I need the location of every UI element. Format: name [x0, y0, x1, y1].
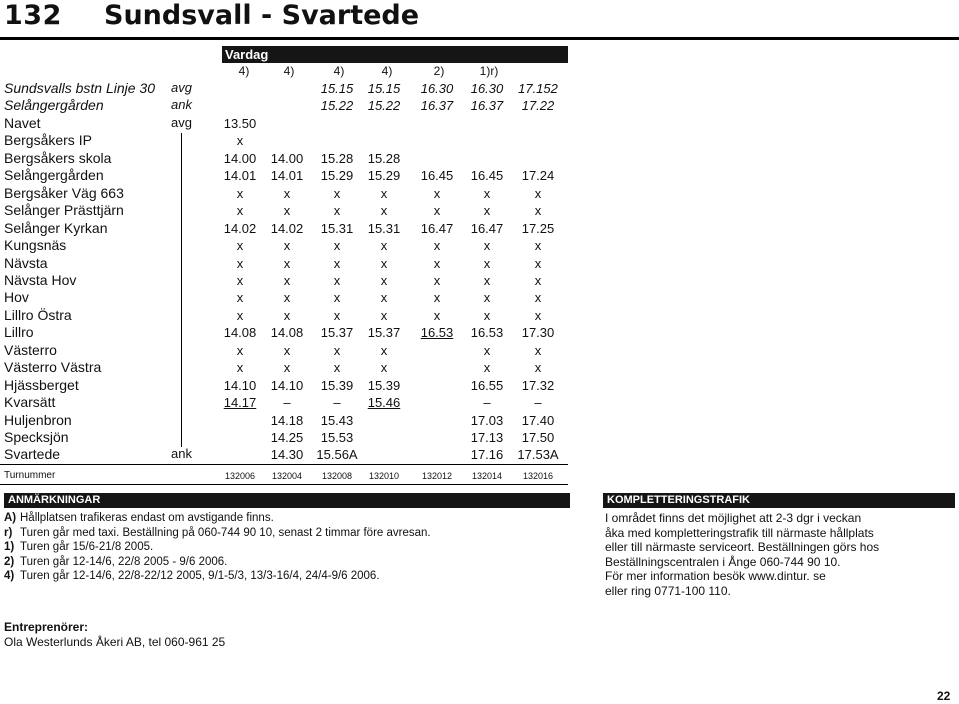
remark-item: [4, 541, 153, 553]
time-cell: 17.03: [470, 413, 504, 428]
stop-mark: avg: [171, 115, 192, 130]
time-cell: 15.31: [367, 221, 401, 236]
bracket-line: [181, 133, 182, 447]
stop-name: Bergsåkers IP: [4, 132, 92, 148]
stop-name: Selånger Prästtjärn: [4, 202, 124, 218]
time-cell: 15.37: [320, 325, 354, 340]
page-number: 22: [937, 689, 951, 703]
time-cell: 16.37: [470, 98, 504, 113]
stop-mark: ank: [171, 446, 192, 461]
time-cell: 15.29: [320, 168, 354, 183]
time-cell: –: [283, 395, 291, 410]
time-cell: 17.16: [470, 447, 504, 462]
stop-mark: avg: [171, 80, 192, 95]
turn-number: 132016: [522, 471, 554, 481]
time-cell: x: [283, 360, 291, 375]
time-cell: x: [380, 360, 388, 375]
time-cell: 14.30: [270, 447, 304, 462]
time-cell: x: [380, 343, 388, 358]
stop-name: Selånger Kyrkan: [4, 220, 108, 236]
time-cell: x: [283, 290, 291, 305]
turn-number: 132008: [321, 471, 353, 481]
time-cell: x: [283, 186, 291, 201]
remark-text: Turen går med taxi. Beställning på 060-744 90 10, senast 2 timmar före avresan.: [20, 526, 431, 539]
stop-name: Kungsnäs: [4, 237, 67, 253]
remark-key: 1): [4, 541, 15, 553]
time-cell: 17.30: [521, 325, 555, 340]
time-cell: 17.24: [521, 168, 555, 183]
time-cell: x: [283, 203, 291, 218]
time-cell: x: [236, 290, 244, 305]
remark-key: 2): [4, 555, 15, 568]
stop-name: Hov: [4, 289, 29, 305]
time-cell: x: [433, 290, 441, 305]
time-cell: 15.31: [320, 221, 354, 236]
time-cell: x: [236, 343, 244, 358]
stop-name: Specksjön: [4, 429, 69, 445]
time-cell: 16.30: [420, 81, 454, 96]
time-cell: x: [283, 256, 291, 271]
column-note: 4): [333, 64, 345, 78]
time-cell: x: [534, 238, 542, 253]
time-cell: 15.15: [320, 81, 354, 96]
time-cell: 16.30: [470, 81, 504, 96]
time-cell: x: [380, 238, 388, 253]
time-cell: 14.10: [223, 378, 257, 393]
komplettering-line: I området finns det möjlighet att 2-3 dgr i veckan: [605, 511, 862, 525]
time-cell: 15.46: [367, 395, 401, 410]
stop-name: Hjässberget: [4, 377, 79, 393]
time-cell: 15.43: [320, 413, 354, 428]
time-cell: x: [380, 256, 388, 271]
time-cell: x: [283, 273, 291, 288]
time-cell: x: [483, 186, 491, 201]
time-cell: 15.39: [367, 378, 401, 393]
time-cell: –: [333, 395, 341, 410]
time-cell: 15.28: [367, 151, 401, 166]
time-cell: x: [236, 238, 244, 253]
timetable-bottom-rule: [0, 464, 568, 465]
time-cell: 14.10: [270, 378, 304, 393]
remark-item: [4, 556, 227, 568]
time-cell: 16.37: [420, 98, 454, 113]
column-notes: [223, 64, 568, 79]
time-cell: x: [236, 360, 244, 375]
time-cell: 15.39: [320, 378, 354, 393]
time-cell: 14.01: [270, 168, 304, 183]
time-cell: x: [433, 273, 441, 288]
time-cell: 17.22: [521, 98, 555, 113]
time-cell: x: [380, 186, 388, 201]
stop-name: Bergsåkers skola: [4, 150, 112, 166]
column-note: 1)r): [479, 64, 499, 78]
turn-number: 132014: [471, 471, 503, 481]
remark-item: [4, 570, 380, 582]
time-cell: x: [333, 186, 341, 201]
time-cell: 16.45: [470, 168, 504, 183]
stop-name: Huljenbron: [4, 412, 72, 428]
time-cell: x: [333, 343, 341, 358]
stop-name: Västerro Västra: [4, 359, 102, 375]
time-cell: x: [236, 273, 244, 288]
time-cell: x: [333, 256, 341, 271]
remarks-heading: ANMÄRKNINGAR: [4, 493, 570, 508]
time-cell: x: [380, 290, 388, 305]
time-cell: x: [236, 133, 244, 148]
time-cell: x: [534, 308, 542, 323]
time-cell: x: [483, 360, 491, 375]
time-cell: 15.56A: [316, 447, 358, 462]
time-cell: x: [534, 203, 542, 218]
time-cell: 14.02: [270, 221, 304, 236]
time-cell: x: [534, 256, 542, 271]
route-number: 132: [4, 0, 62, 31]
time-cell: x: [236, 308, 244, 323]
time-cell: x: [283, 343, 291, 358]
time-cell: 17.13: [470, 430, 504, 445]
komplettering-heading: KOMPLETTERINGSTRAFIK: [603, 493, 955, 508]
stop-name: Kvarsätt: [4, 394, 56, 410]
time-cell: x: [483, 308, 491, 323]
time-cell: x: [483, 238, 491, 253]
time-cell: x: [534, 290, 542, 305]
remark-item: [4, 512, 274, 524]
stop-name: Selångergården: [4, 97, 104, 113]
time-cell: x: [333, 290, 341, 305]
time-cell: 14.00: [270, 151, 304, 166]
time-cell: 15.15: [367, 81, 401, 96]
turn-number: 132010: [368, 471, 400, 481]
komplettering-line: För mer information besök www.dintur. se: [605, 569, 826, 583]
time-cell: x: [333, 360, 341, 375]
turn-number: 132006: [224, 471, 256, 481]
time-cell: 16.47: [470, 221, 504, 236]
column-note: 4): [381, 64, 393, 78]
time-cell: 14.08: [223, 325, 257, 340]
time-cell: x: [283, 238, 291, 253]
remark-key: r): [4, 526, 13, 539]
time-cell: x: [534, 360, 542, 375]
komplettering-line: eller ring 0771-100 110.: [605, 583, 731, 598]
time-cell: x: [433, 308, 441, 323]
turn-bottom-rule: [0, 484, 568, 485]
time-cell: 15.29: [367, 168, 401, 183]
turn-number: 132004: [271, 471, 303, 481]
time-cell: 17.152: [518, 81, 558, 96]
time-cell: x: [380, 203, 388, 218]
time-cell: 17.25: [521, 221, 555, 236]
time-cell: x: [433, 203, 441, 218]
time-cell: 14.17: [223, 395, 257, 410]
time-cell: x: [483, 203, 491, 218]
time-cell: x: [283, 308, 291, 323]
time-cell: 16.55: [470, 378, 504, 393]
time-cell: x: [236, 186, 244, 201]
time-cell: x: [433, 256, 441, 271]
time-cell: x: [380, 308, 388, 323]
time-cell: 14.02: [223, 221, 257, 236]
time-cell: 15.28: [320, 151, 354, 166]
time-cell: 15.37: [367, 325, 401, 340]
stop-name: Sundsvalls bstn Linje 30: [4, 80, 155, 96]
time-cell: 17.40: [521, 413, 555, 428]
time-cell: 17.50: [521, 430, 555, 445]
remark-text: Turen går 12-14/6, 22/8 2005 - 9/6 2006.: [20, 555, 228, 568]
remark-item: [4, 527, 431, 539]
time-cell: 17.53A: [517, 447, 559, 462]
day-label: Vardag: [222, 46, 568, 63]
stop-name: Nävsta: [4, 255, 48, 271]
remark-key: A): [4, 512, 17, 524]
time-cell: x: [333, 273, 341, 288]
time-cell: x: [483, 256, 491, 271]
time-cell: 14.08: [270, 325, 304, 340]
stop-name: Västerro: [4, 342, 57, 358]
time-cell: x: [333, 238, 341, 253]
time-cell: x: [433, 238, 441, 253]
komplettering-line: åka med kompletteringstrafik till närmaste hållplats: [605, 525, 874, 540]
stop-name: Lillro: [4, 324, 34, 340]
time-cell: 16.47: [420, 221, 454, 236]
stop-name: Lillro Östra: [4, 307, 72, 323]
time-cell: 14.00: [223, 151, 257, 166]
time-cell: –: [483, 395, 491, 410]
stop-mark: ank: [171, 97, 192, 112]
komplettering-line: eller till närmaste serviceort. Beställningen görs hos: [605, 540, 880, 554]
time-cell: x: [236, 203, 244, 218]
time-cell: 17.32: [521, 378, 555, 393]
time-cell: x: [534, 343, 542, 358]
time-cell: x: [333, 308, 341, 323]
time-cell: x: [483, 273, 491, 288]
time-cell: 14.25: [270, 430, 304, 445]
time-cell: x: [483, 290, 491, 305]
column-note: 4): [238, 64, 250, 78]
time-cell: 15.22: [367, 98, 401, 113]
turn-label: Turnummer: [4, 470, 56, 481]
time-cell: 14.18: [270, 413, 304, 428]
stop-name: Selångergården: [4, 167, 104, 183]
time-cell: x: [433, 186, 441, 201]
time-cell: x: [380, 273, 388, 288]
entreprenor-text: Ola Westerlunds Åkeri AB, tel 060-961 25: [4, 635, 226, 649]
stop-name: Svartede: [4, 446, 61, 462]
entreprenor-heading: Entreprenörer:: [4, 620, 89, 634]
time-cell: 13.50: [223, 116, 257, 131]
time-cell: 16.53: [420, 325, 454, 340]
time-cell: 16.53: [470, 325, 504, 340]
time-cell: x: [236, 256, 244, 271]
header-rule: [0, 37, 959, 40]
stop-name: Bergsåker Väg 663: [4, 185, 124, 201]
column-note: 2): [433, 64, 445, 78]
remark-text: Turen går 15/6-21/8 2005.: [20, 541, 154, 553]
time-cell: –: [534, 395, 542, 410]
time-cell: x: [333, 203, 341, 218]
time-cell: 15.22: [320, 98, 354, 113]
stop-name: Nävsta Hov: [4, 272, 77, 288]
komplettering-line: Beställningscentralen i Ånge 060-744 90 10.: [605, 554, 841, 569]
remark-text: Hållplatsen trafikeras endast om avstigande finns.: [20, 512, 274, 524]
time-cell: 16.45: [420, 168, 454, 183]
stop-name: Navet: [4, 115, 41, 131]
column-note: 4): [283, 64, 295, 78]
time-cell: 15.53: [320, 430, 354, 445]
time-cell: 14.01: [223, 168, 257, 183]
time-cell: x: [534, 273, 542, 288]
time-cell: x: [534, 186, 542, 201]
time-cell: x: [483, 343, 491, 358]
page-title: Sundsvall - Svartede: [104, 0, 420, 31]
remark-text: Turen går 12-14/6, 22/8-22/12 2005, 9/1-5/3, 13/3-16/4, 24/4-9/6 2006.: [20, 570, 380, 582]
turn-number: 132012: [421, 471, 453, 481]
remark-key: 4): [4, 570, 15, 582]
